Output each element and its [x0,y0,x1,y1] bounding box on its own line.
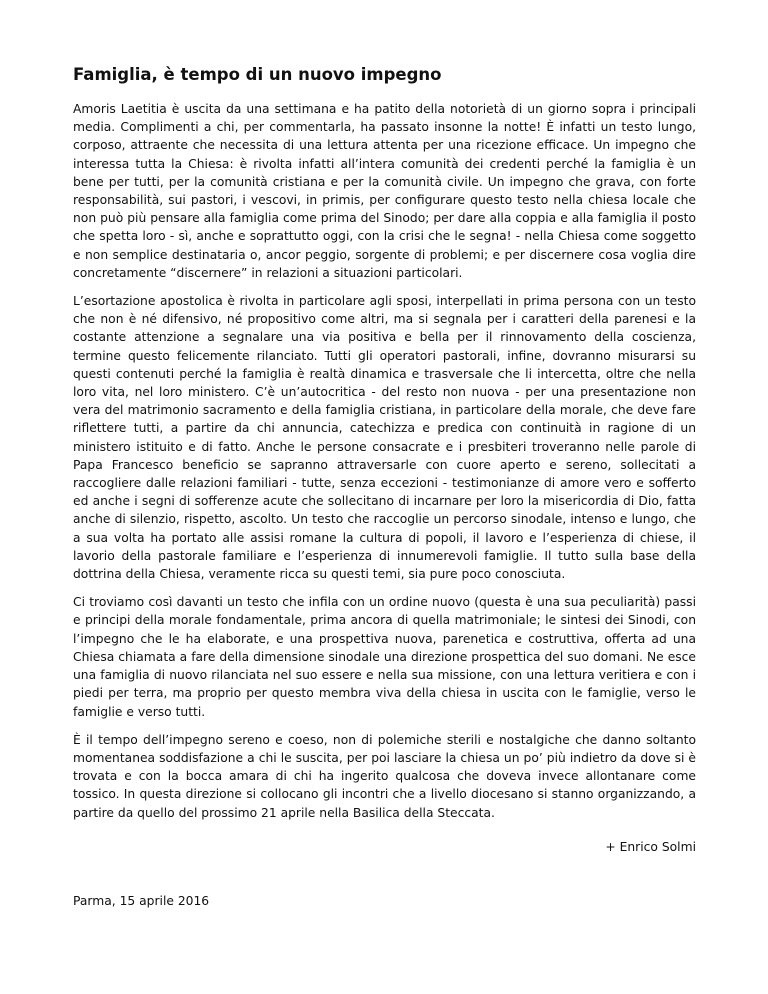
author-signature: + Enrico Solmi [605,839,696,854]
paragraph-3: Ci troviamo così davanti un testo che infila con un ordine nuovo (questa è una sua peculiarità) passi e principi della morale fondamentale, prima ancora di quella matrimoniale; le sintesi dei Sinodi, con l’impegno che le ha elaborate, e una prospettiva nuova, parenetica e costruttiva, offerta ad una Chiesa chiamata a fare della dimensione sinodale una direzione prospettica del suo domani. Ne esce una famiglia di nuovo rilanciata nel suo essere e nella sua missione, con una lettura veritiera e con i piedi per terra, ma proprio per questo membra viva della chiesa in uscita con le famiglie, verso le famiglie e verso tutti. [73,595,696,719]
document-page [73,64,696,910]
document-title: Famiglia, è tempo di un nuovo impegno [73,65,442,84]
paragraph-2: L’esortazione apostolica è rivolta in particolare agli sposi, interpellati in prima persona con un testo che non è né difensivo, né propositivo come altri, ma si segnala per i caratteri della parenesi e la costante attenzione a segnalare una via positiva e bella per il rinnovamento della coscienza, termine questo felicemente rilanciato. Tutti gli operatori pastorali, infine, dovranno misurarsi su questi contenuti perché la famiglia è realtà dinamica e trasversale che li intercetta, oltre che nella loro vita, nel loro ministero. C’è un’autocritica - del resto non nuova - per una presentazione non vera del matrimonio sacramento e della famiglia cristiana, in particolare della morale, che deve fare riflettere tutti, a partire da chi annuncia, catechizza e predica con continuità in ragione di un ministero istituito e di fatto. Anche le persone consacrate e i presbiteri troveranno nelle parole di Papa Francesco beneficio se sapranno attraversarle con cuore aperto e sereno, sollecitati a raccogliere dalle relazioni familiari - tutte, senza eccezioni - testimonianze di amore vero e sofferto ed anche i segni di sofferenze acute che sollecitano di incarnare per loro la misericordia di Dio, fatta anche di silenzio, rispetto, ascolto. Un testo che raccoglie un percorso sinodale, intenso e lungo, che a sua volta ha portato alle assisi romane la cultura di popoli, il lavoro e l’esperienza di chiese, il lavorio della pastorale familiare e l’esperienza di innumerevoli famiglie. Il tutto sulla base della dottrina della Chiesa, veramente ricca su questi temi, sia pure poco conosciuta. [73,294,696,582]
paragraph-4: È il tempo dell’impegno sereno e coeso, non di polemiche sterili e nostalgiche che danno soltanto momentanea soddisfazione a chi le suscita, per poi lasciare la chiesa un po’ più indietro da dove si è trovata e con la bocca amara di chi ha ingerito qualcosa che doveva invece allontanare come tossico. In questa direzione si collocano gli incontri che a livello diocesano si stanno organizzando, a partire da quello del prossimo 21 aprile nella Basilica della Steccata. [73,732,696,820]
place-date: Parma, 15 aprile 2016 [73,893,210,908]
paragraph-1: Amoris Laetitia è uscita da una settimana e ha patito della notorietà di un giorno sopra i principali media. Complimenti a chi, per commentarla, ha passato insonne la notte! È infatti un testo lungo, corposo, attraente che necessita di una lettura attenta per una ricezione efficace. Un impegno che interessa tutta la Chiesa: è rivolta infatti all’intera comunità dei credenti perché la famiglia è un bene per tutti, per la comunità cristiana e per la comunità civile. Un impegno che grava, con forte responsabilità, sui pastori, i vescovi, in primis, per configurare questo testo nella chiesa locale che non può più pensare alla famiglia come prima del Sinodo; per dare alla coppia e alla famiglia il posto che spetta loro - sì, anche e soprattutto oggi, con la crisi che le segna! - nella Chiesa come soggetto e non semplice destinataria o, ancor peggio, sorgente di problemi; e per discernere cosa voglia dire concretamente “discernere” in relazioni a situazioni particolari. [73,102,696,280]
